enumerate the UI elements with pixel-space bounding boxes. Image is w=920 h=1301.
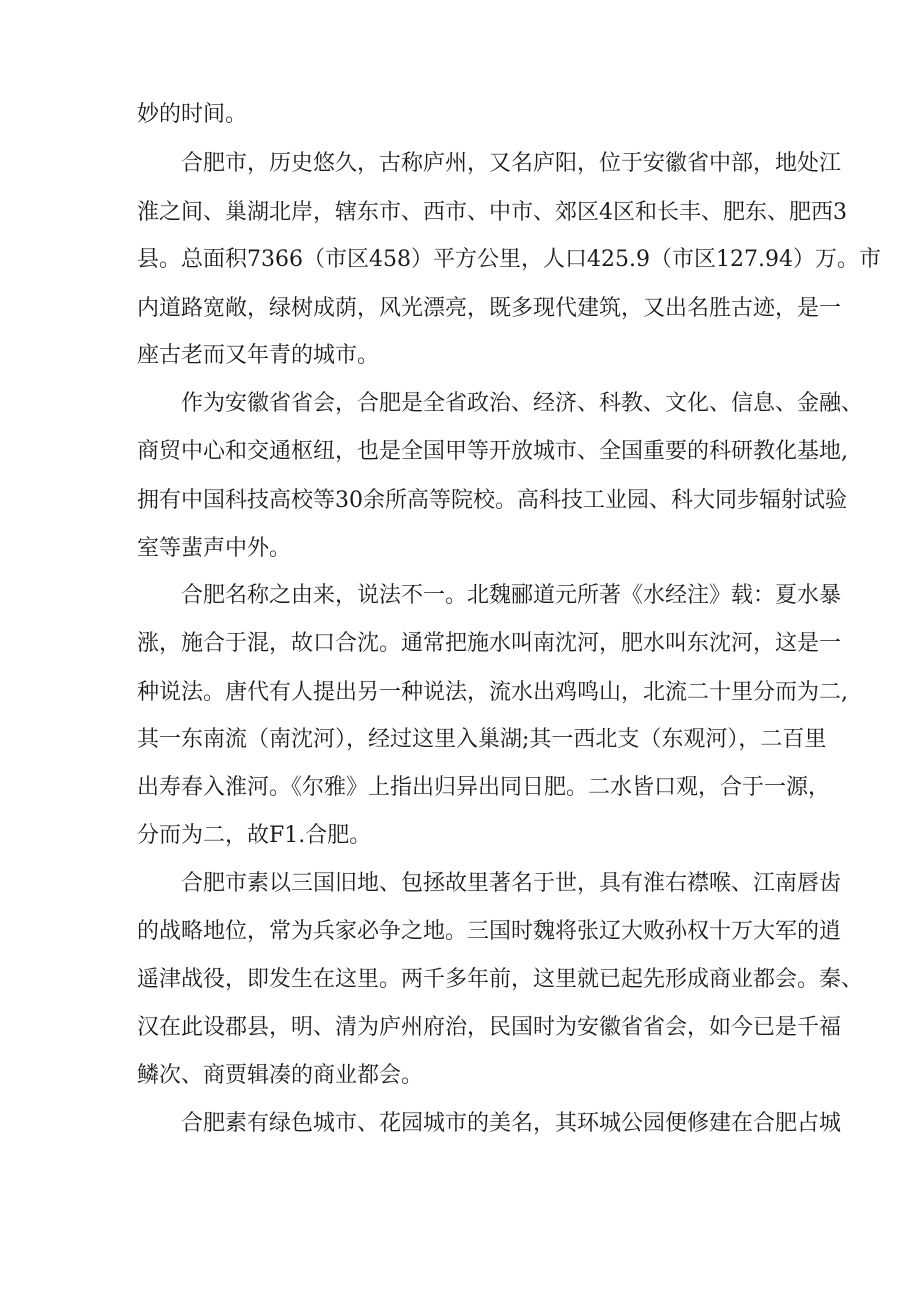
text-line: 合肥市素以三国旧地、包拯故里著名于世，具有淮右襟喉、江南唇齿 (181, 871, 842, 896)
text-line: 内道路宽敞，绿树成荫，风光漂亮，既多现代建筑，又出名胜古迹，是一 (137, 296, 842, 321)
text-line: 淮之间、巢湖北岸，辖东市、西市、中市、郊区4区和长丰、肥东、肥西3 (137, 200, 847, 225)
text-line: 合肥名称之由来，说法不一。北魏郦道元所著《水经注》载：夏水暴 (181, 583, 842, 608)
text-line: 出寿春入淮河。《尔雅》上指出归异出同日肥。二水皆口观，合于一源， (137, 775, 831, 800)
text-line: 的战略地位，常为兵家必争之地。三国时魏将张辽大败孙权十万大军的逍 (137, 919, 842, 944)
text-line: 室等蜚声中外。 (137, 536, 292, 561)
text-line: 县。总面积7366（市区458）平方公里，人口425.9（市区127.94）万。市 (137, 247, 881, 272)
text-line: 遥津战役，即发生在这里。两千多年前，这里就已起先形成商业都会。秦、 (137, 967, 864, 992)
text-line: 其一东南流（南沈河），经过这里入巢湖;其一西北支（东观河），二百里 (137, 727, 827, 752)
text-line: 作为安徽省省会，合肥是全省政治、经济、科教、文化、信息、金融、 (181, 391, 864, 416)
text-line: 汉在此设郡县，明、清为庐州府治，民国时为安徽省省会，如今已是千福 (137, 1015, 842, 1040)
text-line: 合肥市，历史悠久，古称庐州，又名庐阳，位于安徽省中部，地处江 (181, 151, 842, 176)
text-line: 种说法。唐代有人提出另一种说法，流水出鸡鸣山，北流二十里分而为二, (137, 680, 848, 705)
text-line: 涨，施合于混，故口合沈。通常把施水叫南沈河，肥水叫东沈河，这是一 (137, 631, 842, 656)
text-line: 商贸中心和交通枢纽，也是全国甲等开放城市、全国重要的科研教化基地, (137, 439, 848, 464)
text-line: 妙的时间。 (137, 102, 248, 127)
text-line: 合肥素有绿色城市、花园城市的美名，其环城公园便修建在合肥占城 (181, 1111, 842, 1136)
text-line: 分而为二，故F1.合肥。 (137, 823, 372, 848)
text-line: 拥有中国科技高校等30余所高等院校。高科技工业园、科大同步辐射试验 (137, 488, 847, 513)
text-line: 鳞次、商贾辑凑的商业都会。 (137, 1063, 424, 1088)
text-line: 座古老而又年青的城市。 (137, 343, 380, 368)
